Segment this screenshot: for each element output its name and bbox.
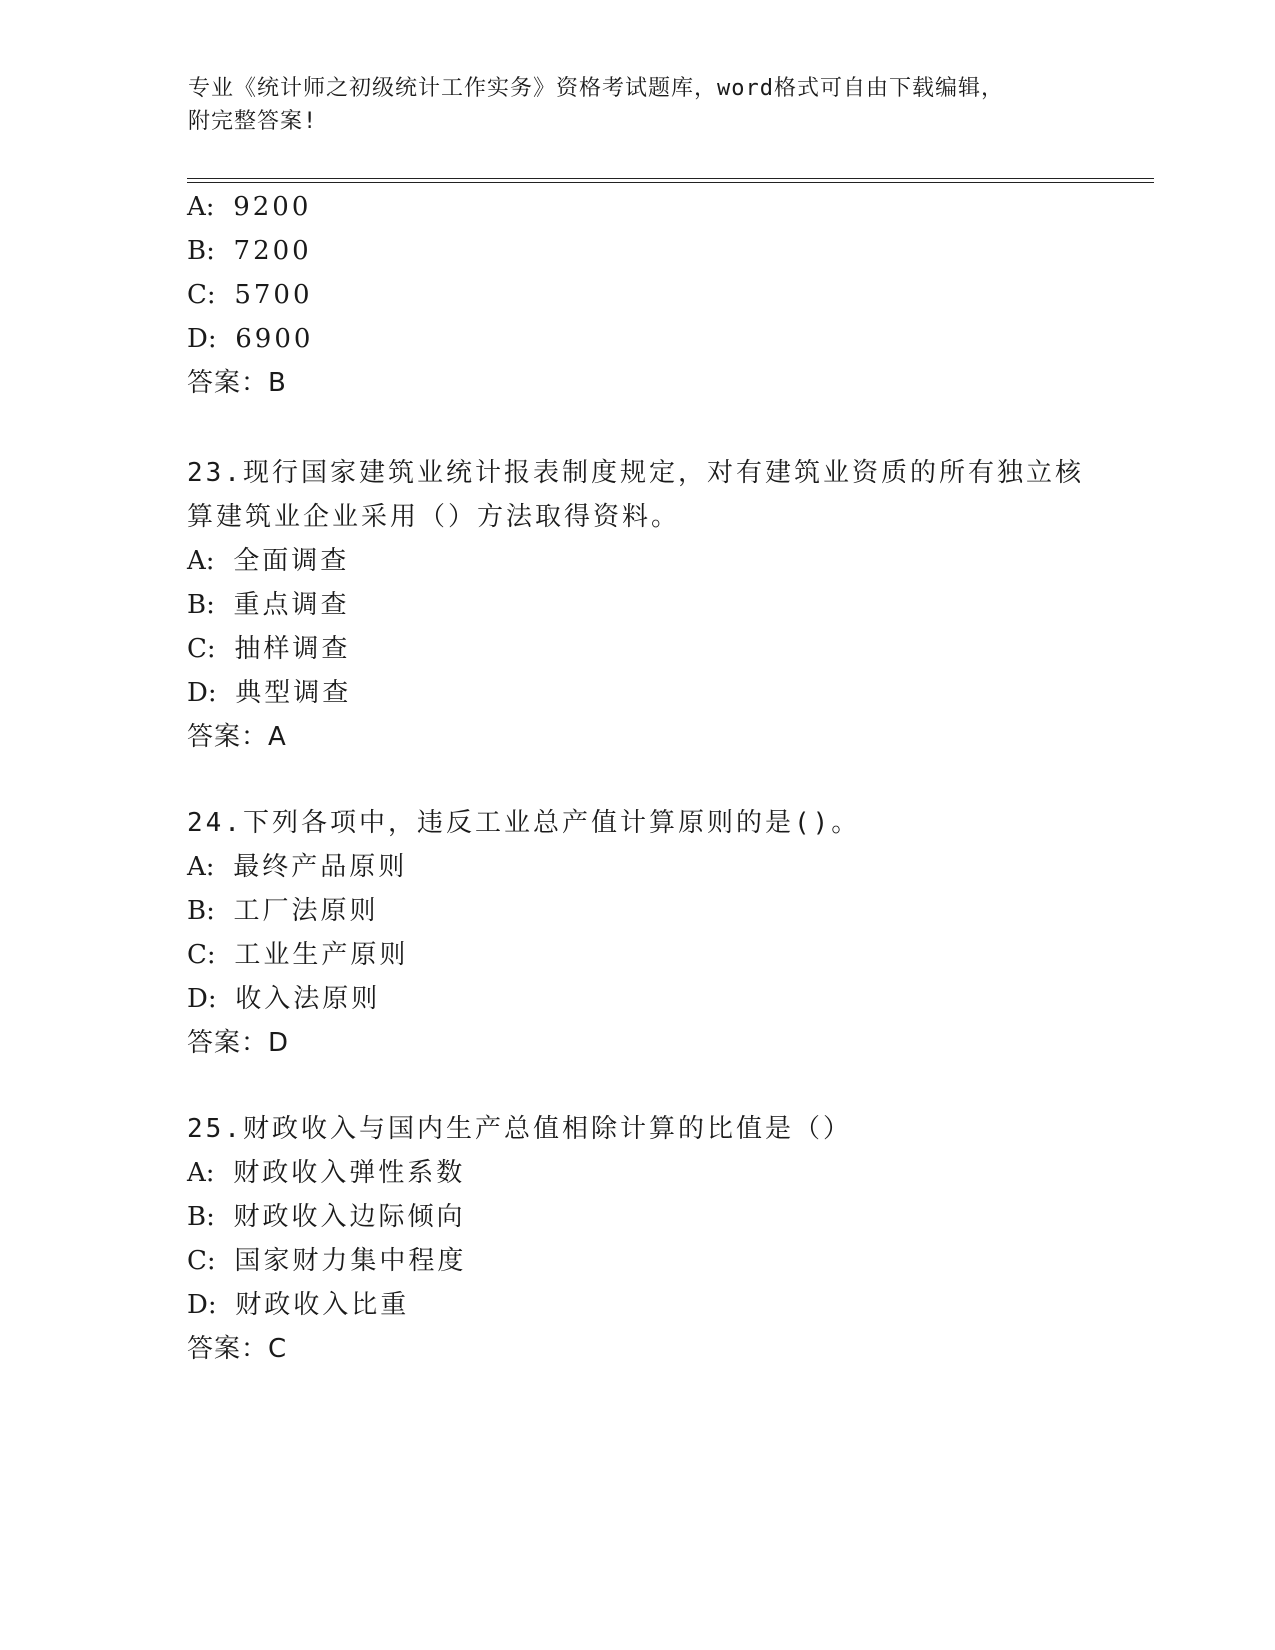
q22-answer: 答案：B <box>187 368 287 398</box>
q23-option-c: C: 抽样调查 <box>187 634 351 664</box>
q24-option-c: C: 工业生产原则 <box>187 940 409 970</box>
header-divider-bottom <box>187 182 1154 183</box>
q25-answer: 答案：C <box>187 1334 288 1364</box>
q25-stem-line-1: 25.财政收入与国内生产总值相除计算的比值是（） <box>187 1114 852 1144</box>
q24-option-a: A: 最终产品原则 <box>187 852 408 882</box>
q23-option-b: B: 重点调查 <box>187 590 350 620</box>
q25-option-a: A: 财政收入弹性系数 <box>187 1158 466 1188</box>
q24-answer: 答案：D <box>187 1028 290 1058</box>
header-line-2: 附完整答案! <box>188 109 318 134</box>
document-header <box>188 72 1088 138</box>
q24-option-b: B: 工厂法原则 <box>187 896 379 926</box>
q23-stem-line-1: 23.现行国家建筑业统计报表制度规定，对有建筑业资质的所有独立核 <box>187 458 1084 488</box>
q23-option-a: A: 全面调查 <box>187 546 350 576</box>
q23-answer: 答案：A <box>187 722 287 752</box>
q23-option-d: D: 典型调查 <box>187 678 352 708</box>
q22-option-d: D: 6900 <box>187 324 314 354</box>
q22-option-c: C: 5700 <box>187 280 313 310</box>
q22-option-a: A: 9200 <box>187 192 312 222</box>
q25-option-c: C: 国家财力集中程度 <box>187 1246 467 1276</box>
header-divider-top <box>187 178 1154 179</box>
q23-stem-line-2: 算建筑业企业采用（）方法取得资料。 <box>187 502 681 532</box>
q25-option-b: B: 财政收入边际倾向 <box>187 1202 466 1232</box>
q24-option-d: D: 收入法原则 <box>187 984 381 1014</box>
q22-option-b: B: 7200 <box>187 236 312 266</box>
header-line-1: 专业《统计师之初级统计工作实务》资格考试题库，word格式可自由下载编辑， <box>188 76 1004 101</box>
q24-stem-line-1: 24.下列各项中，违反工业总产值计算原则的是()。 <box>187 808 861 838</box>
q25-option-d: D: 财政收入比重 <box>187 1290 410 1320</box>
